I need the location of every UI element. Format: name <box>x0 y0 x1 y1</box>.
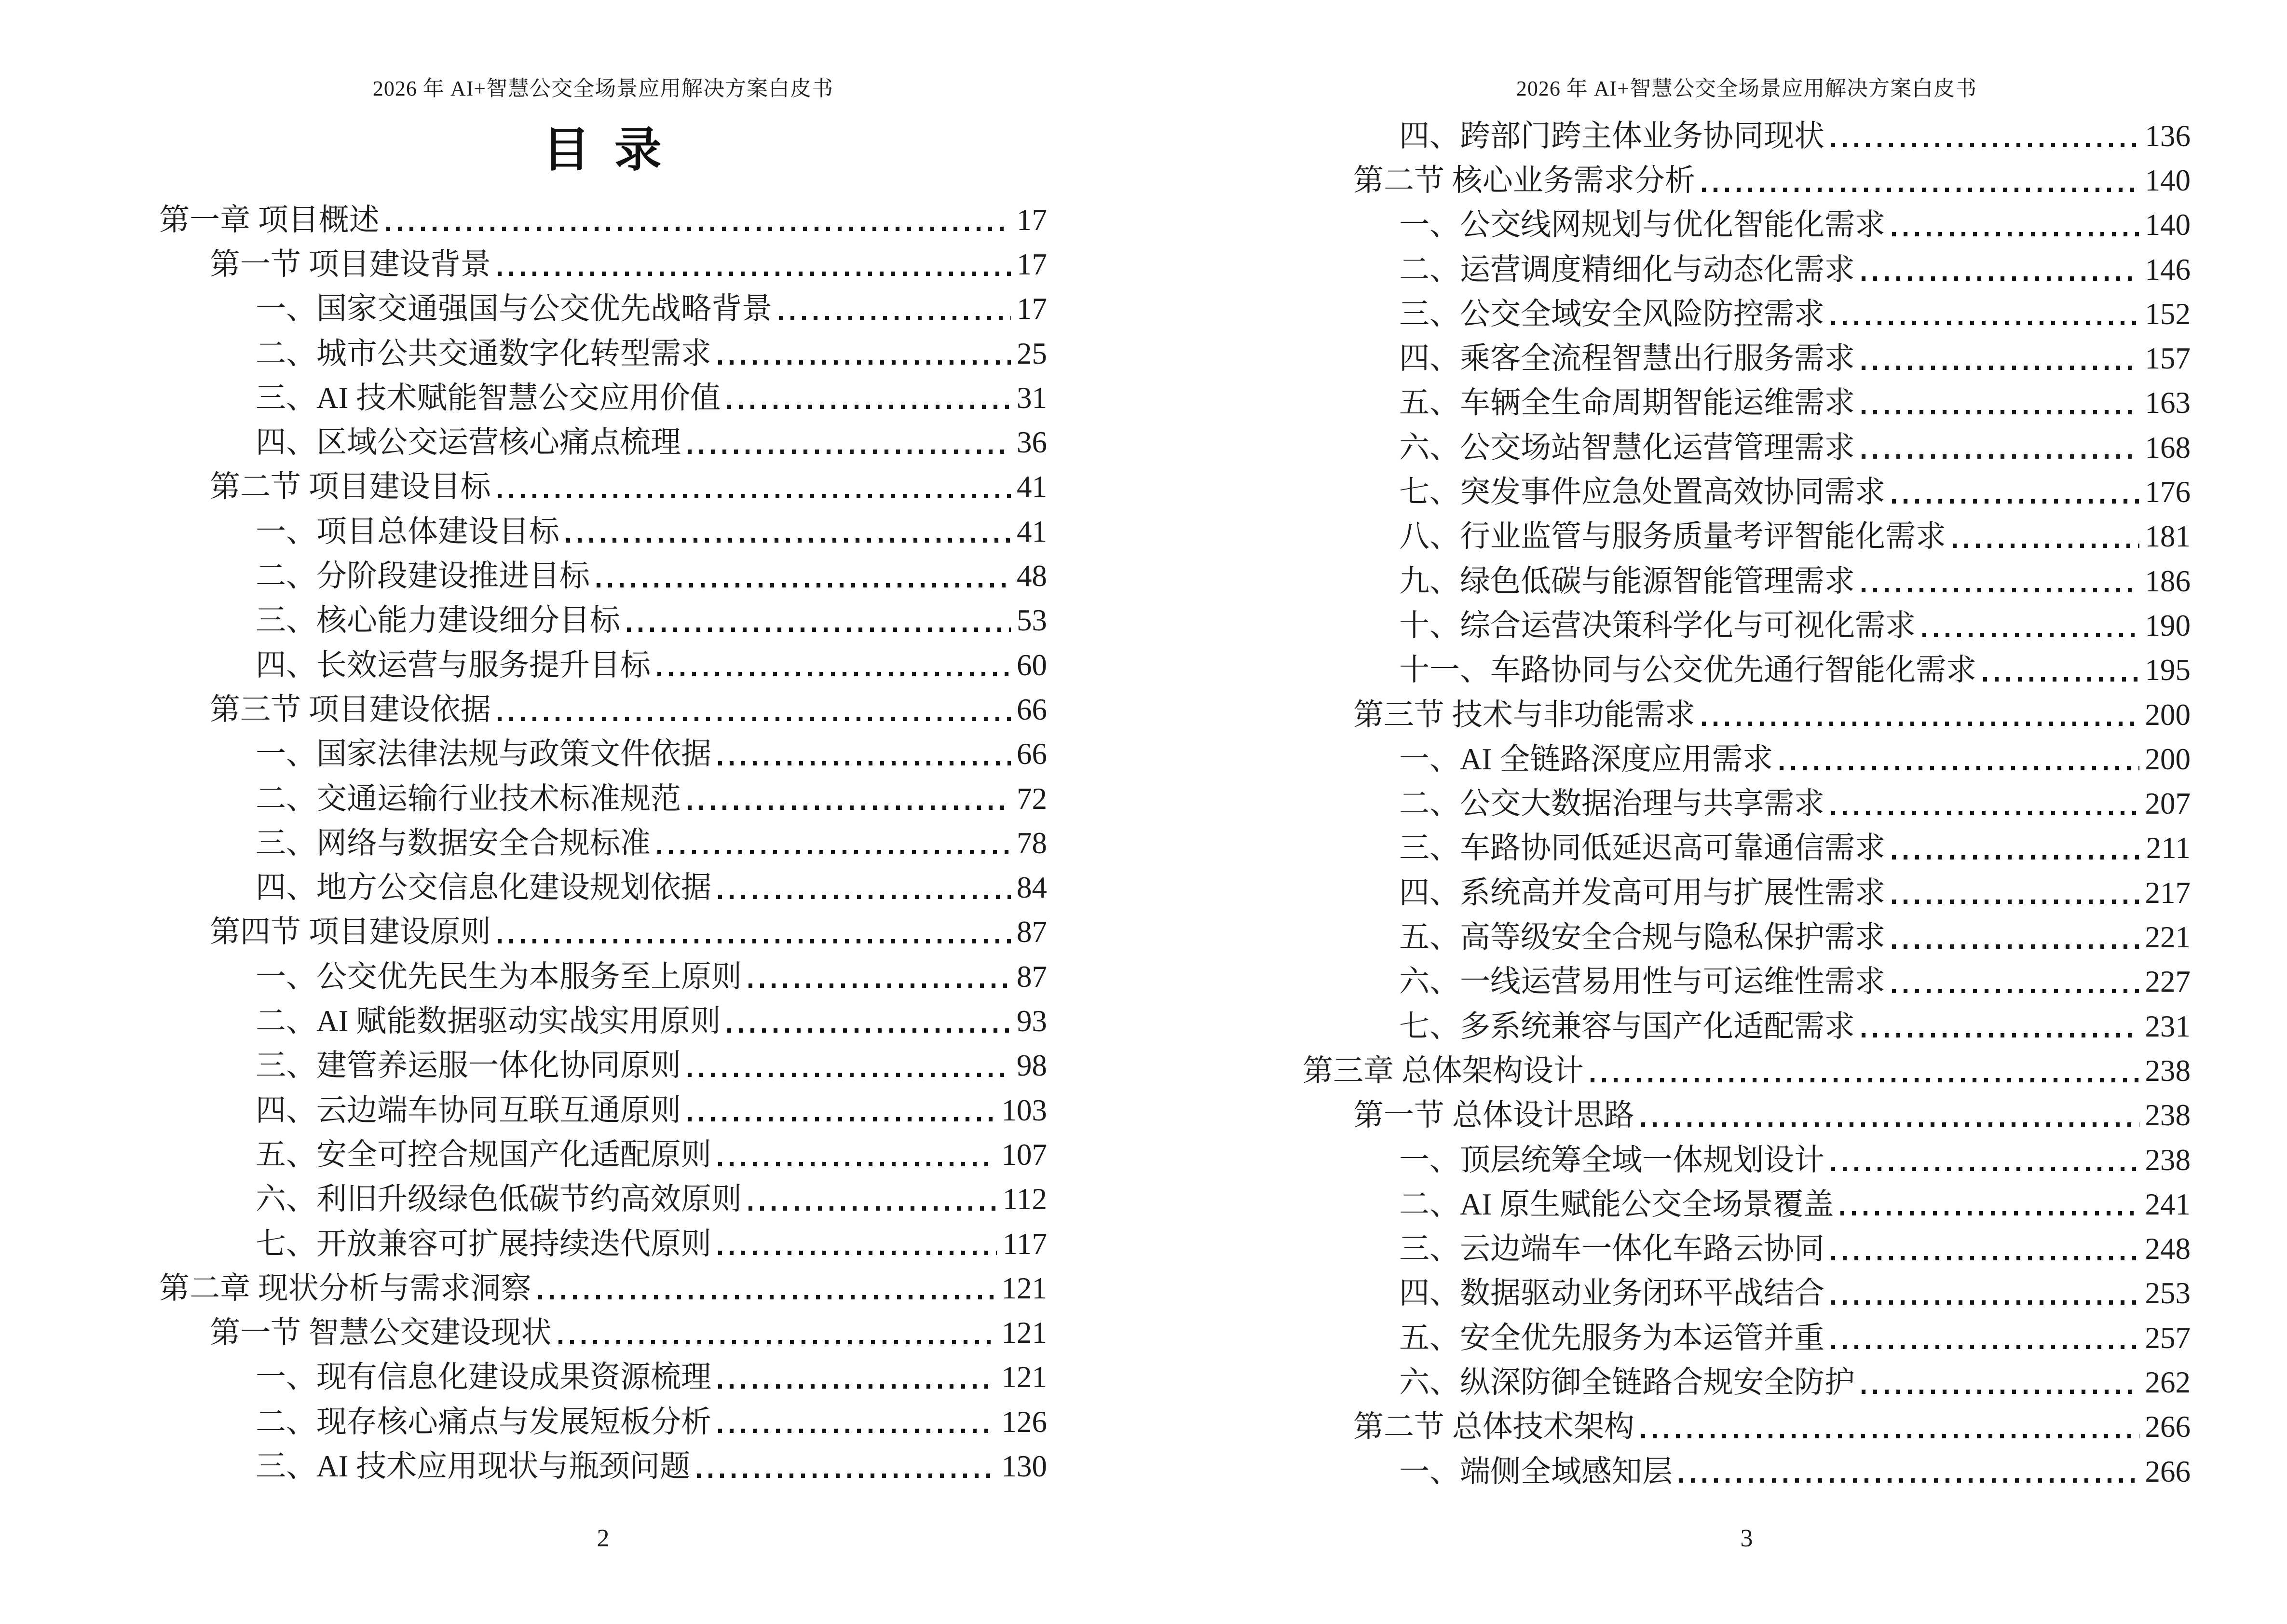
toc-entry <box>1303 645 2191 690</box>
toc-entry-page-number: 84 <box>1017 871 1047 905</box>
toc-entry-page-number: 53 <box>1017 603 1047 638</box>
toc-entry-text: 七、开放兼容可扩展持续迭代原则 <box>256 1227 711 1261</box>
toc-entry-text: 四、系统高并发高可用与扩展性需求 <box>1399 875 1885 910</box>
toc-entry-page-number: 186 <box>2145 564 2191 598</box>
toc-entry-text: 二、公交大数据治理与共享需求 <box>1399 787 1824 821</box>
toc-entry-text: 六、公交场站智慧化运营管理需求 <box>1399 430 1855 464</box>
dot-leader <box>779 316 1011 320</box>
toc-entry-page-number: 140 <box>2145 208 2191 242</box>
toc-entry-page-number: 262 <box>2145 1365 2191 1399</box>
toc-entry-page-number: 17 <box>1017 292 1047 326</box>
toc-entry-page-number: 195 <box>2145 653 2191 687</box>
toc-entry <box>159 996 1047 1040</box>
dot-leader <box>1983 677 2139 682</box>
toc-entry-page-number: 112 <box>1002 1182 1047 1216</box>
toc-entry-page-number: 257 <box>2145 1321 2191 1355</box>
toc-entry <box>159 862 1047 907</box>
toc-entry-text: 四、长效运营与服务提升目标 <box>256 648 651 682</box>
dot-leader <box>498 272 1011 276</box>
dot-leader <box>1862 1033 2139 1037</box>
dot-leader <box>718 895 1011 899</box>
toc-entry-text: 二、AI 赋能数据驱动实战实用原则 <box>256 1004 721 1038</box>
dot-leader <box>1702 722 2139 726</box>
toc-entry <box>159 1308 1047 1352</box>
toc-entry <box>159 1397 1047 1441</box>
toc-entry <box>1303 868 2191 912</box>
dot-leader <box>1922 633 2139 637</box>
toc-entry-text: 二、现存核心痛点与发展短板分析 <box>256 1405 711 1439</box>
toc-entry-text: 三、车路协同低延迟高可靠通信需求 <box>1399 831 1885 865</box>
toc-entry-text: 九、绿色低碳与能源智能管理需求 <box>1399 564 1855 598</box>
toc-entry <box>1303 378 2191 423</box>
toc-entry <box>1303 556 2191 600</box>
dot-leader <box>718 761 1011 765</box>
toc-entry-page-number: 200 <box>2145 697 2191 732</box>
toc-entry <box>1303 155 2191 200</box>
dot-leader <box>597 583 1011 587</box>
toc-entry-page-number: 136 <box>2145 119 2191 153</box>
toc-entry <box>1303 467 2191 511</box>
toc-entry-page-number: 231 <box>2145 1009 2191 1043</box>
toc-entry-text: 一、公交线网规划与优化智能化需求 <box>1399 208 1885 242</box>
toc-entry <box>1303 823 2191 868</box>
toc-entry <box>159 818 1047 862</box>
toc-entry-page-number: 17 <box>1017 203 1047 237</box>
dot-leader <box>627 628 1011 632</box>
toc-entry <box>1303 1269 2191 1313</box>
dot-leader <box>688 805 1011 810</box>
toc-entry-text: 第一节 智慧公交建设现状 <box>210 1316 552 1350</box>
toc-entry <box>1303 912 2191 956</box>
dot-leader <box>1840 1211 2139 1215</box>
toc-entry-page-number: 41 <box>1017 470 1047 504</box>
toc-entry-page-number: 36 <box>1017 425 1047 460</box>
toc-entry-page-number: 152 <box>2145 297 2191 331</box>
dot-leader <box>1679 1478 2139 1483</box>
toc-entry-text: 三、核心能力建设细分目标 <box>256 603 620 638</box>
toc-entry <box>1303 1402 2191 1447</box>
toc-entry-text: 第二节 核心业务需求分析 <box>1353 163 1695 197</box>
toc-entry-text: 四、区域公交运营核心痛点梳理 <box>256 425 681 460</box>
toc-entry <box>159 1130 1047 1174</box>
dot-leader <box>1892 855 2140 860</box>
dot-leader <box>688 1073 1011 1077</box>
dot-leader <box>1831 321 2139 325</box>
dot-leader <box>727 405 1011 409</box>
toc-entry <box>1303 423 2191 467</box>
toc-entry-page-number: 17 <box>1017 247 1047 281</box>
dot-leader <box>1892 989 2139 993</box>
toc-entry <box>159 1263 1047 1308</box>
dot-leader <box>688 450 1011 454</box>
toc-entry-text: 六、利旧升级绿色低碳节约高效原则 <box>256 1182 742 1216</box>
dot-leader <box>727 1028 1011 1033</box>
dot-leader <box>1862 588 2139 592</box>
dot-leader <box>718 1429 996 1433</box>
toc-entry-text: 一、公交优先民生为本服务至上原则 <box>256 959 742 994</box>
toc-entry <box>159 195 1047 239</box>
toc-entry <box>159 640 1047 684</box>
toc-entry-text: 第三节 项目建设依据 <box>210 692 491 726</box>
toc-entry <box>1303 734 2191 778</box>
toc-entry-page-number: 266 <box>2145 1454 2191 1488</box>
toc-entry <box>1303 1046 2191 1090</box>
page-header: 2026 年 AI+智慧公交全场景应用解决方案白皮书 <box>372 77 834 100</box>
dot-leader <box>386 227 1011 231</box>
toc-entry <box>1303 200 2191 245</box>
dot-leader <box>1862 454 2139 459</box>
dot-leader <box>718 1251 997 1255</box>
dot-leader <box>688 1117 996 1121</box>
toc-entry-page-number: 87 <box>1017 959 1047 994</box>
dot-leader <box>1862 366 2139 370</box>
toc-entry <box>1303 1179 2191 1224</box>
toc-entry-text: 第一节 项目建设背景 <box>210 247 491 281</box>
toc-entry-text: 四、数据驱动业务闭环平战结合 <box>1399 1276 1824 1310</box>
toc-entry-page-number: 121 <box>1001 1316 1047 1350</box>
toc-entry-text: 六、纵深防御全链路合规安全防护 <box>1399 1365 1855 1399</box>
toc-entry-page-number: 146 <box>2145 252 2191 287</box>
toc-entry <box>1303 1357 2191 1402</box>
toc-entry-page-number: 227 <box>2145 965 2191 999</box>
toc-entry <box>159 462 1047 506</box>
toc-entry-text: 第一章 项目概述 <box>159 203 380 237</box>
page-right <box>1144 0 2287 1624</box>
toc-entry-page-number: 48 <box>1017 559 1047 593</box>
toc-entry-text: 十、综合运营决策科学化与可视化需求 <box>1399 608 1916 642</box>
toc-entry <box>159 952 1047 996</box>
toc-entry-page-number: 121 <box>1001 1271 1047 1305</box>
toc-entry-page-number: 121 <box>1001 1360 1047 1394</box>
toc-entry-page-number: 238 <box>2145 1053 2191 1088</box>
toc-entry <box>1303 957 2191 1001</box>
toc-entry-text: 四、云边端车协同互联互通原则 <box>256 1093 681 1127</box>
toc-entry-text: 第三章 总体架构设计 <box>1303 1053 1584 1088</box>
toc-entry-text: 二、城市公共交通数字化转型需求 <box>256 336 711 370</box>
toc-entry-page-number: 66 <box>1017 737 1047 771</box>
toc-entry-text: 第四节 项目建设原则 <box>210 915 491 949</box>
toc-entry-page-number: 98 <box>1017 1049 1047 1083</box>
toc-entry <box>159 596 1047 640</box>
toc-entry-text: 二、AI 原生赋能公交全场景覆盖 <box>1399 1187 1834 1221</box>
dot-leader <box>1862 410 2139 414</box>
toc-entry-text: 一、AI 全链路深度应用需求 <box>1399 742 1773 776</box>
toc-entry-page-number: 217 <box>2145 875 2191 910</box>
toc-entry-page-number: 41 <box>1017 514 1047 548</box>
toc-entry <box>1303 1001 2191 1046</box>
dot-leader <box>657 850 1011 854</box>
toc-entry-page-number: 200 <box>2145 742 2191 776</box>
toc-entry-text: 三、云边端车一体化车路云协同 <box>1399 1232 1824 1266</box>
toc-entry <box>159 284 1047 328</box>
toc-entry-text: 四、跨部门跨主体业务协同现状 <box>1399 119 1824 153</box>
toc-entry-page-number: 130 <box>1001 1449 1047 1483</box>
toc-entry-page-number: 211 <box>2146 831 2191 865</box>
dot-leader <box>558 1340 996 1344</box>
toc-entry-page-number: 66 <box>1017 692 1047 726</box>
toc-entry-text: 一、国家交通强国与公交优先战略背景 <box>256 292 772 326</box>
dot-leader <box>498 717 1011 721</box>
toc-entry <box>1303 778 2191 823</box>
toc-entry-text: 二、运营调度精细化与动态化需求 <box>1399 252 1855 287</box>
dot-leader <box>498 939 1011 943</box>
toc-entry-text: 二、分阶段建设推进目标 <box>256 559 590 593</box>
toc-entry-text: 一、顶层统筹全域一体规划设计 <box>1399 1143 1824 1177</box>
toc-entry <box>159 1219 1047 1263</box>
toc-entry-text: 三、公交全域安全风险防控需求 <box>1399 297 1824 331</box>
toc-entry <box>1303 111 2191 155</box>
toc-entry-text: 第二节 项目建设目标 <box>210 470 491 504</box>
dot-leader <box>1831 811 2139 815</box>
toc-entry <box>159 239 1047 284</box>
dot-leader <box>1892 944 2139 949</box>
toc-entry <box>1303 600 2191 645</box>
toc-entry-page-number: 163 <box>2145 386 2191 420</box>
toc-list <box>159 195 1047 1486</box>
dot-leader <box>718 360 1011 365</box>
toc-entry-page-number: 157 <box>2145 341 2191 376</box>
toc-entry <box>1303 512 2191 556</box>
toc-entry-text: 八、行业监管与服务质量考评智能化需求 <box>1399 519 1946 554</box>
toc-entry <box>159 774 1047 818</box>
toc-entry-text: 一、项目总体建设目标 <box>256 514 559 548</box>
dot-leader <box>498 494 1011 498</box>
toc-entry-text: 一、现有信息化建设成果资源梳理 <box>256 1360 711 1394</box>
toc-entry <box>1303 1447 2191 1491</box>
toc-entry-page-number: 248 <box>2145 1232 2191 1266</box>
toc-entry <box>159 373 1047 417</box>
toc-entry-text: 五、安全可控合规国产化适配原则 <box>256 1137 711 1172</box>
toc-entry-page-number: 60 <box>1017 648 1047 682</box>
toc-entry-page-number: 207 <box>2145 787 2191 821</box>
dot-leader <box>1591 1078 2139 1082</box>
toc-entry <box>159 684 1047 729</box>
toc-entry-page-number: 168 <box>2145 430 2191 464</box>
dot-leader <box>1892 900 2139 904</box>
dot-leader <box>1892 499 2139 504</box>
toc-entry-page-number: 266 <box>2145 1410 2191 1444</box>
toc-entry-text: 三、AI 技术应用现状与瓶颈问题 <box>256 1449 691 1483</box>
toc-entry <box>159 328 1047 373</box>
toc-entry-text: 第二章 现状分析与需求洞察 <box>159 1271 531 1305</box>
toc-entry-text: 一、国家法律法规与政策文件依据 <box>256 737 711 771</box>
toc-entry-text: 五、车辆全生命周期智能运维需求 <box>1399 386 1855 420</box>
toc-entry-text: 五、高等级安全合规与隐私保护需求 <box>1399 920 1885 955</box>
toc-entry <box>1303 289 2191 333</box>
toc-entry-page-number: 176 <box>2145 475 2191 509</box>
dot-leader <box>1862 276 2139 281</box>
toc-entry-text: 五、安全优先服务为本运管并重 <box>1399 1321 1824 1355</box>
toc-entry-page-number: 87 <box>1017 915 1047 949</box>
toc-entry <box>1303 1224 2191 1268</box>
page-footer: 2 <box>597 1525 610 1552</box>
toc-entry-text: 第一节 总体设计思路 <box>1353 1098 1634 1133</box>
toc-entry-text: 四、地方公交信息化建设规划依据 <box>256 871 711 905</box>
toc-entry <box>159 417 1047 462</box>
toc-entry-text: 七、多系统兼容与国产化适配需求 <box>1399 1009 1855 1043</box>
toc-entry <box>1303 1091 2191 1135</box>
toc-entry-page-number: 25 <box>1017 336 1047 370</box>
dot-leader <box>749 1206 997 1211</box>
toc-entry-text: 二、交通运输行业技术标准规范 <box>256 781 681 816</box>
dot-leader <box>1831 1167 2139 1171</box>
toc-entry-page-number: 238 <box>2145 1143 2191 1177</box>
toc-entry-page-number: 107 <box>1001 1137 1047 1172</box>
toc-entry-page-number: 93 <box>1017 1004 1047 1038</box>
dot-leader <box>718 1384 996 1389</box>
dot-leader <box>657 672 1011 676</box>
toc-entry <box>159 1441 1047 1486</box>
dot-leader <box>1702 188 2139 192</box>
toc-entry-text: 三、建管养运服一体化协同原则 <box>256 1049 681 1083</box>
dot-leader <box>1780 766 2139 770</box>
toc-entry <box>1303 245 2191 289</box>
toc-entry <box>159 506 1047 551</box>
dot-leader <box>697 1474 995 1478</box>
toc-entry-page-number: 190 <box>2145 608 2191 642</box>
toc-entry-text: 第二节 总体技术架构 <box>1353 1410 1634 1444</box>
dot-leader <box>538 1295 996 1299</box>
toc-entry <box>1303 690 2191 734</box>
toc-entry <box>159 1041 1047 1085</box>
toc-entry-text: 四、乘客全流程智慧出行服务需求 <box>1399 341 1855 376</box>
dot-leader <box>1831 1345 2139 1349</box>
toc-entry <box>159 729 1047 774</box>
toc-entry <box>159 907 1047 952</box>
dot-leader <box>1862 1390 2139 1394</box>
dot-leader <box>1831 1256 2139 1260</box>
dot-leader <box>1641 1122 2139 1127</box>
toc-entry-page-number: 31 <box>1017 381 1047 415</box>
toc-list <box>1303 111 2191 1491</box>
toc-entry-text: 第三节 技术与非功能需求 <box>1353 697 1695 732</box>
toc-entry-text: 六、一线运营易用性与可运维性需求 <box>1399 965 1885 999</box>
toc-entry <box>159 1352 1047 1397</box>
toc-title: 目 录 <box>543 124 664 177</box>
page-header: 2026 年 AI+智慧公交全场景应用解决方案白皮书 <box>1516 77 1977 100</box>
toc-entry <box>1303 333 2191 378</box>
toc-entry-page-number: 72 <box>1017 781 1047 816</box>
toc-entry-page-number: 181 <box>2145 519 2191 554</box>
toc-entry-text: 三、网络与数据安全合规标准 <box>256 826 651 860</box>
toc-entry-text: 三、AI 技术赋能智慧公交应用价值 <box>256 381 721 415</box>
dot-leader <box>1641 1434 2139 1438</box>
toc-entry <box>159 551 1047 595</box>
toc-entry-page-number: 103 <box>1001 1093 1047 1127</box>
toc-entry-page-number: 78 <box>1017 826 1047 860</box>
toc-entry-text: 一、端侧全域感知层 <box>1399 1454 1673 1488</box>
toc-entry-page-number: 253 <box>2145 1276 2191 1310</box>
toc-entry <box>159 1085 1047 1130</box>
toc-entry-text: 十一、车路协同与公交优先通行智能化需求 <box>1399 653 1976 687</box>
toc-entry-page-number: 140 <box>2145 163 2191 197</box>
toc-entry <box>159 1174 1047 1219</box>
toc-entry-page-number: 221 <box>2145 920 2191 955</box>
dot-leader <box>1831 143 2139 147</box>
toc-entry-page-number: 117 <box>1002 1227 1047 1261</box>
toc-entry-text: 七、突发事件应急处置高效协同需求 <box>1399 475 1885 509</box>
dot-leader <box>1953 544 2139 548</box>
toc-entry-page-number: 126 <box>1001 1405 1047 1439</box>
dot-leader <box>1892 232 2139 236</box>
toc-entry-page-number: 241 <box>2145 1187 2191 1221</box>
dot-leader <box>566 538 1011 543</box>
toc-entry-page-number: 238 <box>2145 1098 2191 1133</box>
dot-leader <box>749 983 1011 988</box>
dot-leader <box>1831 1300 2139 1305</box>
toc-entry <box>1303 1313 2191 1357</box>
dot-leader <box>718 1162 996 1166</box>
page-footer: 3 <box>1740 1525 1753 1552</box>
toc-entry <box>1303 1135 2191 1179</box>
